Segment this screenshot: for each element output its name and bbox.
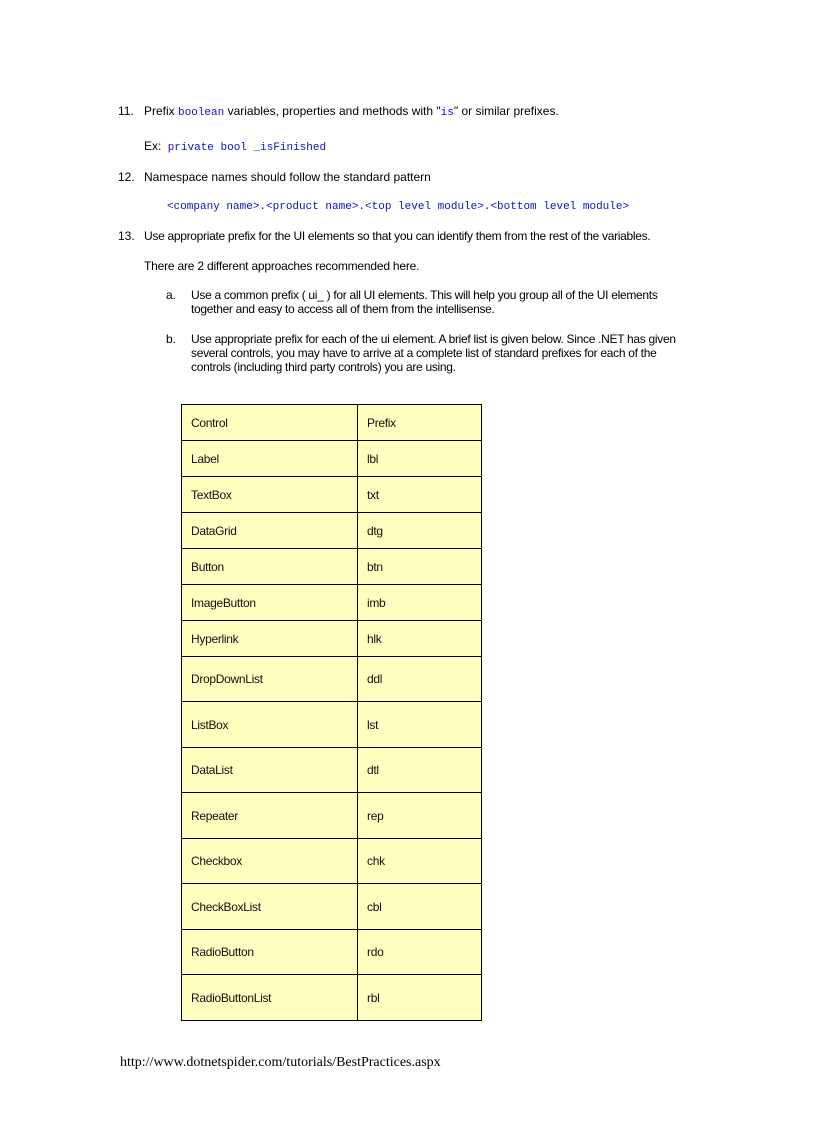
prefix-cell: hlk: [358, 621, 482, 657]
prefix-cell: dtg: [358, 513, 482, 549]
item-12-text: Namespace names should follow the standard pattern: [144, 170, 431, 184]
table-row: [182, 477, 482, 513]
table-row: [182, 975, 482, 1021]
item-11-code-is: is: [440, 107, 454, 119]
sub-item-a-letter: a.: [166, 288, 177, 302]
table-row: [182, 884, 482, 930]
control-cell: RadioButton: [182, 930, 358, 975]
sub-item-b-letter: b.: [166, 332, 177, 346]
control-cell: RadioButtonList: [182, 975, 358, 1021]
table-header-row: [182, 405, 482, 441]
header-prefix: Prefix: [358, 405, 482, 441]
prefix-cell: cbl: [358, 884, 482, 930]
item-11-text: [144, 104, 559, 119]
item-11-code-boolean: boolean: [178, 107, 225, 119]
control-cell: Hyperlink: [182, 621, 358, 657]
approaches-intro: There are 2 different approaches recommended here.: [144, 259, 420, 273]
header-control: Control: [182, 405, 358, 441]
item-11-example-label: Ex:: [144, 139, 162, 153]
table-row: [182, 513, 482, 549]
prefix-cell: lbl: [358, 441, 482, 477]
control-cell: Label: [182, 441, 358, 477]
control-cell: Repeater: [182, 793, 358, 839]
control-cell: CheckBoxList: [182, 884, 358, 930]
footer-source-url: http://www.dotnetspider.com/tutorials/BestPractices.aspx: [120, 1055, 441, 1070]
item-11-text-before: Prefix: [144, 104, 175, 118]
item-11-example-code: private bool _isFinished: [167, 142, 327, 154]
control-cell: ListBox: [182, 702, 358, 748]
table-row: [182, 657, 482, 702]
item-11-text-middle: variables, properties and methods with ": [227, 104, 441, 118]
prefix-cell: rep: [358, 793, 482, 839]
prefix-cell: rbl: [358, 975, 482, 1021]
prefix-cell: chk: [358, 839, 482, 884]
prefix-cell: dtl: [358, 748, 482, 793]
prefix-cell: txt: [358, 477, 482, 513]
table-row: [182, 748, 482, 793]
sub-item-b-text: Use appropriate prefix for each of the ui element. A brief list is given below. Since .NET has given several controls, you may have to arrive at a complete list of standard prefixes for each of the controls (including third party controls) you are using.: [191, 332, 676, 374]
control-cell: Button: [182, 549, 358, 585]
table-row: [182, 839, 482, 884]
control-cell: TextBox: [182, 477, 358, 513]
item-11-text-after: " or similar prefixes.: [453, 104, 559, 118]
table-row: [182, 441, 482, 477]
table-row: [182, 793, 482, 839]
control-cell: DropDownList: [182, 657, 358, 702]
table-row: [182, 702, 482, 748]
item-12-number: 12.: [118, 170, 135, 184]
table-row: [182, 930, 482, 975]
control-cell: DataGrid: [182, 513, 358, 549]
sub-item-a-text: Use a common prefix ( ui_ ) for all UI elements. This will help you group all of the UI elements together and easy to access all of them from the intellisense.: [191, 288, 658, 316]
item-13-text: Use appropriate prefix for the UI elements so that you can identify them from the rest of the variables.: [144, 229, 651, 243]
control-cell: Checkbox: [182, 839, 358, 884]
prefix-cell: rdo: [358, 930, 482, 975]
prefix-cell: imb: [358, 585, 482, 621]
item-11-example: [144, 139, 326, 154]
namespace-pattern-code: <company name>.<product name>.<top level module>.<bottom level module>: [167, 201, 630, 213]
control-cell: ImageButton: [182, 585, 358, 621]
table-row: [182, 621, 482, 657]
item-11-number: 11.: [118, 104, 134, 118]
prefix-cell: lst: [358, 702, 482, 748]
control-prefix-table: [181, 404, 482, 1021]
prefix-cell: btn: [358, 549, 482, 585]
table-row: [182, 585, 482, 621]
control-cell: DataList: [182, 748, 358, 793]
table-row: [182, 549, 482, 585]
prefix-cell: ddl: [358, 657, 482, 702]
item-13-number: 13.: [118, 229, 135, 243]
